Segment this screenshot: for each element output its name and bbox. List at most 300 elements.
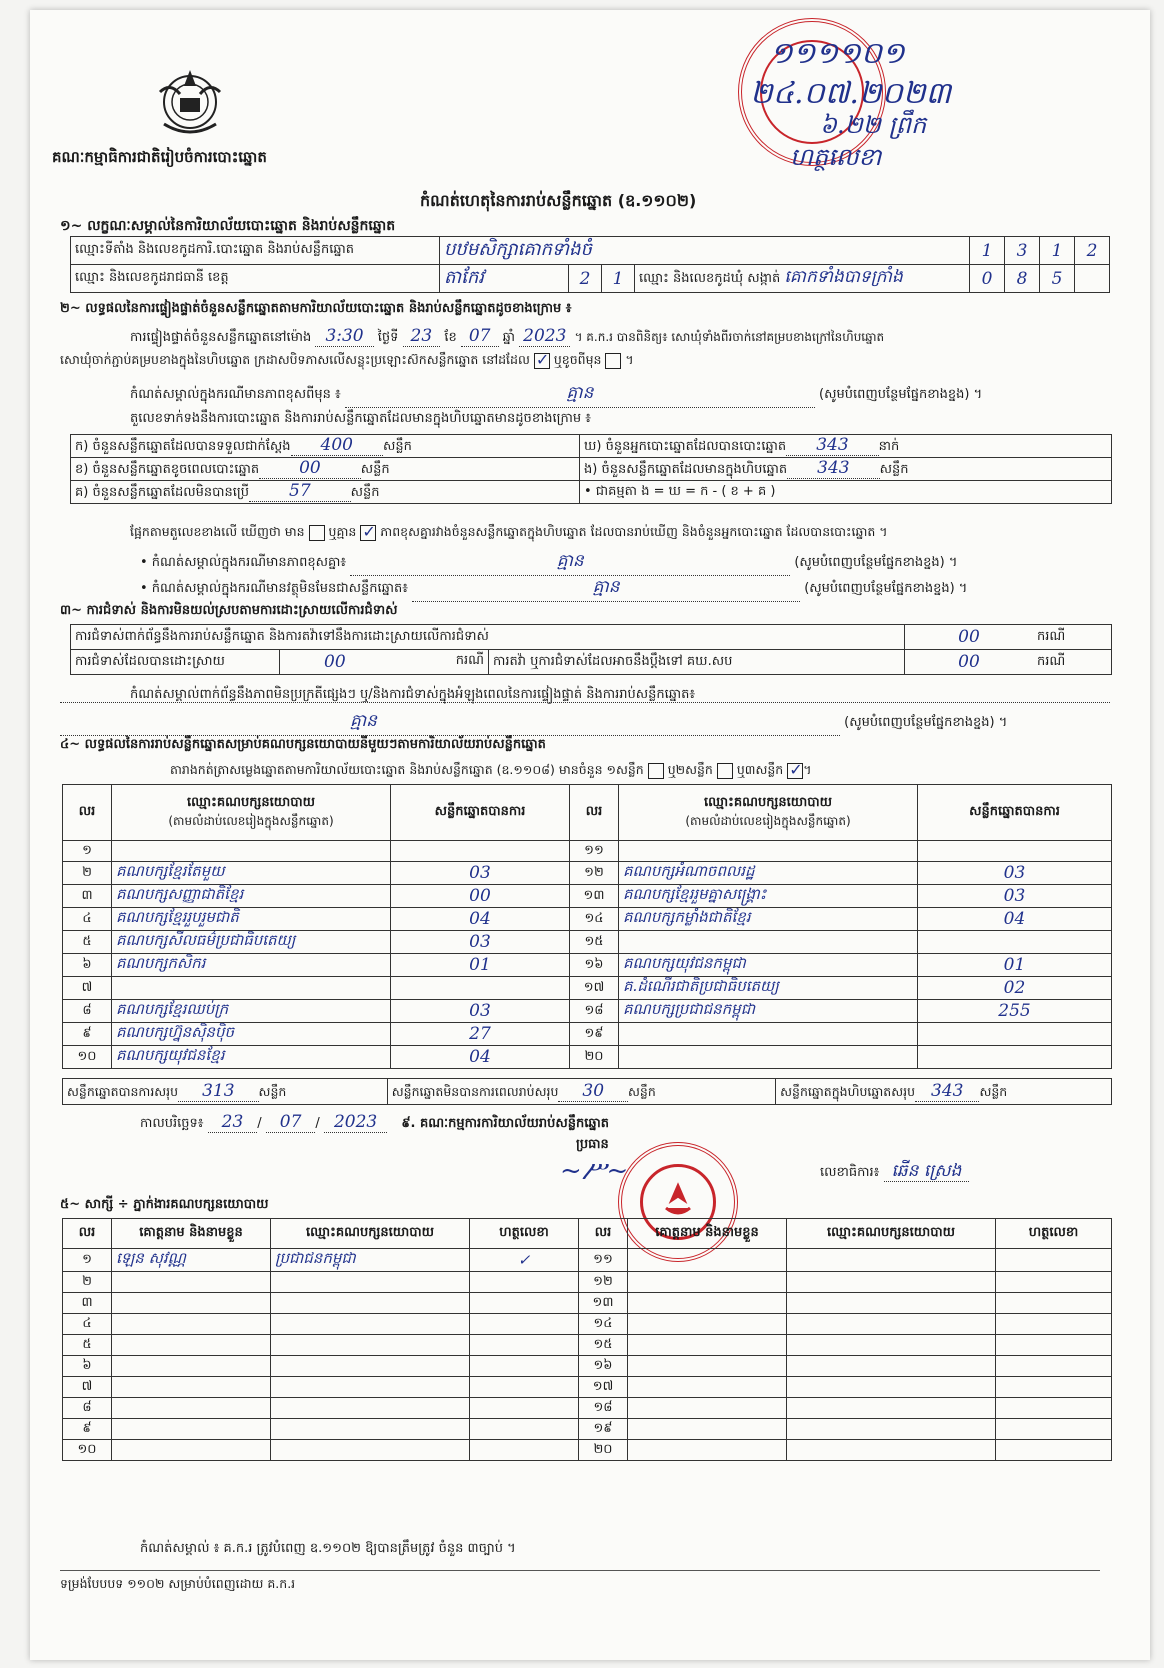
witness-signature <box>996 1293 1112 1314</box>
witness-name <box>628 1398 787 1419</box>
witness-party <box>787 1398 996 1419</box>
tally-sheets-line: តារាងកត់ត្រាសម្លេងឆ្នោតតាមការិយាល័យបោះឆ្នោត និងរាប់សន្លឹកឆ្នោត (ឧ.១១០៨) មានចំនួន ១សន្លឹក ឬ២សន្លឹក ឬ៣សន្លឹក ✓ ។ <box>170 762 811 781</box>
table-row <box>63 1398 1112 1419</box>
table-row <box>63 954 1112 977</box>
party-name: គណបក្សខ្មែររួបរួមជាតិ <box>112 908 391 931</box>
party-votes <box>918 931 1112 954</box>
party-name: គណបក្សហ្វ៊ុនស៊ិនប៉ិច <box>112 1023 391 1046</box>
witness-party <box>271 1314 470 1335</box>
tally-sheets-text: តារាងកត់ត្រាសម្លេងឆ្នោតតាមការិយាល័យបោះឆ្នោត និងរាប់សន្លឹកឆ្នោត (ឧ.១១០៨) មានចំនួន ១សន្លឹក <box>170 762 644 777</box>
witness-party <box>271 1440 470 1461</box>
seal-line: សោឃុំចាក់ភ្ជាប់គម្របខាងក្នុងនៃហិបឆ្នោត ក្រដាសបិទភាសលើសន្លុះប្រឡោះស៊កសន្លឹកឆ្នោត នៅដដែល ✓ ឬខូចពីមុន ។ <box>60 352 634 371</box>
witness-name <box>112 1335 271 1356</box>
row-no: ១៩ <box>570 1023 619 1046</box>
verify-hour: 3:30 <box>315 326 373 347</box>
col-party-left-title: ឈ្មោះគណបក្សនយោបាយ <box>187 795 315 810</box>
polling-location-value: បឋមសិក្សាគោកទាំងចំ <box>440 237 970 265</box>
irregularity-note-line <box>60 710 1110 736</box>
appeal-value: 00 <box>905 650 1034 675</box>
party-votes: 04 <box>391 1046 570 1069</box>
party-votes: 00 <box>391 885 570 908</box>
witness-signature <box>470 1272 579 1293</box>
irregularity-note-value: គ្មាន <box>350 711 377 731</box>
witness-name <box>628 1335 787 1356</box>
secretary-line <box>820 1160 969 1185</box>
bullet2-line <box>140 576 967 602</box>
witness-no: ១៣ <box>579 1293 628 1314</box>
party-name: គណបក្សប្រជាជនកម្ពុជា <box>619 1000 918 1023</box>
witness-signature <box>470 1398 579 1419</box>
witness-party <box>787 1377 996 1398</box>
verify-locks-text: ។ គ.ក.រ បានពិនិត្យ៖ សោឃុំទាំងពីរចាក់នៅគម្របខាងក្រៅនៃហិបឆ្នោត <box>574 330 885 344</box>
party-votes: 01 <box>918 954 1112 977</box>
president-signature: ~ሥ~ <box>560 1156 629 1186</box>
party-name: គណបក្សសីលធម៌ប្រជាធិបតេយ្យ <box>112 931 391 954</box>
witness-party <box>787 1293 996 1314</box>
witness-col-name-right: គោត្តនាម និងនាមខ្លួន <box>628 1219 787 1249</box>
table-row <box>63 1356 1112 1377</box>
witness-signature <box>470 1377 579 1398</box>
total-box-label: សន្លឹកឆ្នោតក្នុងហិបឆ្នោតសរុប <box>780 1083 916 1099</box>
table-row <box>63 1000 1112 1023</box>
col-party-right <box>619 785 918 841</box>
witness-name <box>628 1440 787 1461</box>
section4-heading: ៤~ លទ្ធផលនៃការរាប់សន្លឹកឆ្នោតសម្រាប់គណបក្សនយោបាយនីមួយៗតាមការិយាល័យរាប់សន្លឹកឆ្នោត <box>60 737 546 752</box>
witness-name <box>628 1272 787 1293</box>
party-votes <box>391 841 570 862</box>
total-box-cell <box>776 1079 1112 1105</box>
compare-none-label: ឬគ្មាន <box>328 524 357 539</box>
row-no: ១៤ <box>570 908 619 931</box>
formula-note: • ជាគម្មតា ង = ឃ = ក - ( ខ + គ ) <box>580 481 1112 504</box>
witness-signature <box>996 1314 1112 1335</box>
party-votes: 04 <box>391 908 570 931</box>
intact-checkbox[interactable] <box>534 353 550 369</box>
broken-checkbox[interactable] <box>605 353 621 369</box>
fill-more-note-2: (សូមបំពេញបន្ថែមផ្នែកខាងខ្នង) ។ <box>794 555 958 570</box>
witness-party <box>271 1419 470 1440</box>
verify-year: 2023 <box>519 326 570 347</box>
row-no: ៩ <box>63 1023 112 1046</box>
row-no: ៧ <box>63 977 112 1000</box>
province-label: ឈ្មោះ និងលេខកូដរាជធានី ខេត្ត <box>71 265 440 293</box>
section1-table <box>70 236 1110 293</box>
party-name <box>619 1023 918 1046</box>
witness-no: ៥ <box>63 1335 112 1356</box>
witness-col-party-left: ឈ្មោះគណបក្សនយោបាយ <box>271 1219 470 1249</box>
row-no: ២ <box>63 862 112 885</box>
unused-ballots-value: 57 <box>249 481 351 502</box>
has-difference-checkbox[interactable] <box>309 525 325 541</box>
closing-day: 23 <box>208 1112 258 1133</box>
party-name: គណបក្សសញ្ញាជាតិខ្មែរ <box>112 885 391 908</box>
party-name <box>112 977 391 1000</box>
bullet1-label: • កំណត់សម្គាល់ក្នុងករណីមានភាពខុសគ្នា៖ <box>140 555 347 570</box>
closing-month: 07 <box>266 1112 316 1133</box>
party-name <box>112 841 391 862</box>
bullet1-line <box>140 550 957 576</box>
commune-code-1: 0 <box>970 265 1005 293</box>
party-votes <box>391 977 570 1000</box>
nec-emblem <box>150 62 230 140</box>
row-no: ១៦ <box>570 954 619 977</box>
witness-signature <box>470 1419 579 1440</box>
verify-day-label: ថ្ងៃទី <box>377 330 399 345</box>
row-no: ៣ <box>63 885 112 908</box>
closing-line: កាលបរិច្ឆេទ៖ 23 / 07 / 2023 ៩. គណៈកម្មការការិយាល័យរាប់សន្លឹកឆ្នោត <box>140 1112 610 1132</box>
committee-name: គណៈកម្មាធិការជាតិរៀបចំការបោះឆ្នោត <box>52 148 267 166</box>
witness-name <box>112 1377 271 1398</box>
resolved-cell <box>280 650 489 675</box>
verify-line <box>130 326 884 348</box>
counting-committee-label: ៩. គណៈកម្មការការិយាល័យរាប់សន្លឹកឆ្នោត <box>401 1116 610 1131</box>
received-ballots-value: 400 <box>291 435 383 456</box>
objections-label: ការជំទាស់ពាក់ព័ន្ធនឹងការរាប់សន្លឹកឆ្នោត និងការតវ៉ាទៅនឹងការដោះស្រាយលើការជំទាស់ <box>71 625 905 650</box>
verify-time-label: ការផ្ទៀងផ្ទាត់ចំនួនសន្លឹកឆ្នោតនៅម៉ោង <box>130 330 312 345</box>
total-invalid-unit: សន្លឹក <box>628 1083 656 1099</box>
total-invalid-value: 30 <box>558 1081 628 1102</box>
bullet2-field <box>412 576 800 602</box>
total-valid-label: សន្លឹកឆ្នោតបានការសរុប <box>67 1083 179 1099</box>
witness-party <box>787 1356 996 1377</box>
witness-signature <box>996 1398 1112 1419</box>
witness-col-sig-right: ហត្ថលេខា <box>996 1219 1112 1249</box>
in-box-label-text: ង) ចំនួនសន្លឹកឆ្នោតដែលមានក្នុងហិបឆ្នោត <box>584 462 788 477</box>
party-name: គណបក្សខ្មែររួមគ្នាសង្គ្រោះ <box>619 885 918 908</box>
col-party-right-title: ឈ្មោះគណបក្សនយោបាយ <box>704 795 832 810</box>
secretary-label: លេខាធិការ៖ <box>820 1165 880 1180</box>
footer-divider <box>60 1570 1100 1571</box>
witness-col-sig-left: ហត្ថលេខា <box>470 1219 579 1249</box>
party-votes: 27 <box>391 1023 570 1046</box>
diff-note-label: កំណត់សម្គាល់ក្នុងករណីមានភាពខុសពីមុន ៖ <box>130 387 341 402</box>
party-votes: 02 <box>918 977 1112 1000</box>
col-votes-right: សន្លឹកឆ្នោតបានការ <box>918 785 1112 841</box>
table-row <box>63 1249 1112 1272</box>
witness-no: ៧ <box>63 1377 112 1398</box>
witness-no: ៦ <box>63 1356 112 1377</box>
results-rows <box>63 841 1112 1069</box>
witness-no: ១៤ <box>579 1314 628 1335</box>
witness-no: ១៨ <box>579 1398 628 1419</box>
stamp-receipt-date: ២៤.០៧.២០២៣ <box>750 76 952 111</box>
irregularity-note-field-1 <box>60 686 1110 703</box>
document-page <box>30 10 1150 1660</box>
figures-intro: តួលេខទាក់ទងនឹងការបោះឆ្នោត និងការរាប់សន្លឹកឆ្នោតដែលមានក្នុងហិបឆ្នោតមានដូចខាងក្រោម ៖ <box>130 411 591 426</box>
spoiled-label-text: ខ) ចំនួនសន្លឹកឆ្នោតខូចពេលបោះឆ្នោត <box>75 462 260 477</box>
col-no-right: លរ <box>570 785 619 841</box>
spoiled-ballots-label <box>71 458 580 481</box>
spoiled-unit: សន្លឹក <box>360 462 390 477</box>
section1-heading: ១~ លក្ខណៈសម្គាល់នៃការិយាល័យបោះឆ្នោត និងរាប់សន្លឹកឆ្នោត <box>60 218 396 234</box>
witness-signature <box>470 1356 579 1377</box>
table-row <box>63 841 1112 862</box>
witness-name <box>112 1356 271 1377</box>
party-votes: 03 <box>391 1000 570 1023</box>
witness-no: ៩ <box>63 1419 112 1440</box>
party-votes: 03 <box>918 885 1112 908</box>
total-valid-unit: សន្លឹក <box>258 1083 287 1099</box>
witness-no: ១៩ <box>579 1419 628 1440</box>
resolved-unit: ករណី <box>455 653 484 668</box>
row-no: ១ <box>63 841 112 862</box>
objections-unit: ករណី <box>1033 625 1112 650</box>
table-row <box>63 885 1112 908</box>
row-no: ១៧ <box>570 977 619 1000</box>
fill-more-note-1: (សូមបំពេញបន្ថែមផ្នែកខាងខ្នង) ។ <box>819 387 983 402</box>
party-name: គ.ដំណើរជាតិប្រជាធិបតេយ្យ <box>619 977 918 1000</box>
verify-month: 07 <box>461 326 499 347</box>
bullet2-value: គ្មាន <box>592 577 620 597</box>
appeal-unit: ករណី <box>1033 650 1112 675</box>
witness-name <box>112 1314 271 1335</box>
witness-party <box>787 1272 996 1293</box>
fill-more-note-4: (សូមបំពេញបន្ថែមផ្នែកខាងខ្នង) ។ <box>844 715 1008 730</box>
party-name: គណបក្សកសិករ <box>112 954 391 977</box>
witness-no: ៣ <box>63 1293 112 1314</box>
bullet1-value: គ្មាន <box>556 551 584 571</box>
witness-signature <box>996 1377 1112 1398</box>
row-no: ២០ <box>570 1046 619 1069</box>
diff-note-value: គ្មាន <box>566 383 594 403</box>
table-row <box>63 908 1112 931</box>
objections-value: 00 <box>905 625 1034 650</box>
ballots-in-box-label <box>580 458 1112 481</box>
stamp-receipt-signature: ហត្ថលេខា <box>790 143 882 171</box>
witness-no: ១៥ <box>579 1335 628 1356</box>
col-party-right-sub: (តាមលំដាប់លេខរៀងក្នុងសន្លឹកឆ្នោត) <box>685 814 851 828</box>
ballots-in-box-value: 343 <box>787 458 879 479</box>
witness-no: ៨ <box>63 1398 112 1419</box>
verify-year-label: ឆ្នាំ <box>502 330 516 345</box>
three-sheets-label: ឬ៣សន្លឹក <box>736 762 784 777</box>
province-value: តាកែវ <box>440 265 569 293</box>
row-no: ១២ <box>570 862 619 885</box>
objections-table <box>70 624 1112 675</box>
irregularity-note-field-2 <box>60 710 840 736</box>
unused-ballots-label <box>71 481 580 504</box>
party-name: គណបក្សយុវជនកម្ពុជា <box>619 954 918 977</box>
total-invalid-label: សន្លឹកឆ្នោតមិនបានការពេលរាប់សរុប <box>391 1083 559 1099</box>
section3-heading: ៣~ ការជំទាស់ និងការមិនយល់ស្របតាមការដោះស្រាយលើការជំទាស់ <box>60 603 398 618</box>
witness-no: ១២ <box>579 1272 628 1293</box>
fill-more-note-3: (សូមបំពេញបន្ថែមផ្នែកខាងខ្នង) ។ <box>804 581 968 596</box>
witness-party <box>787 1419 996 1440</box>
voters-unit: នាក់ <box>878 439 900 454</box>
witness-name <box>112 1419 271 1440</box>
party-name: គណបក្សអំណាចពលរដ្ឋ <box>619 862 918 885</box>
bullet1-field <box>350 550 790 576</box>
witness-rows <box>63 1249 1112 1461</box>
closing-date-label: កាលបរិច្ឆេទ៖ <box>140 1116 204 1131</box>
witness-table <box>62 1218 1112 1461</box>
party-votes: 03 <box>918 862 1112 885</box>
witness-no: ៤ <box>63 1314 112 1335</box>
table-row <box>63 1023 1112 1046</box>
province-code-2: 1 <box>602 265 635 293</box>
total-box-unit: សន្លឹក <box>979 1083 1008 1099</box>
witness-no: ១៦ <box>579 1356 628 1377</box>
table-row <box>63 931 1112 954</box>
polling-code-4: 2 <box>1075 237 1110 265</box>
table-row <box>63 1272 1112 1293</box>
witness-name <box>628 1419 787 1440</box>
polling-location-label: ឈ្មោះទីតាំង និងលេខកូដការិ.បោះឆ្នោត និងរាប់សន្លឹកឆ្នោត <box>71 237 440 265</box>
witness-no: ១០ <box>63 1440 112 1461</box>
form-footer: ទម្រង់បែបបទ ១១០២ សម្រាប់បំពេញដោយ គ.ក.រ <box>60 1576 296 1591</box>
witness-party: ប្រជាជនកម្ពុជា <box>271 1249 470 1272</box>
figures-table <box>70 434 1112 504</box>
one-sheet-checkbox[interactable] <box>648 763 664 779</box>
party-name: គណបក្សខ្មែរឈប់ក្រ <box>112 1000 391 1023</box>
witness-name <box>112 1440 271 1461</box>
witness-signature <box>996 1440 1112 1461</box>
col-no-left: លរ <box>63 785 112 841</box>
total-valid-value: 313 <box>178 1081 258 1102</box>
footnote: កំណត់សម្គាល់ ៖ គ.ក.រ ត្រូវបំពេញ ឧ.១១០២ ឱ្យបានត្រឹមត្រូវ ចំនួន ៣ច្បាប់ ។ <box>140 1541 516 1556</box>
three-sheets-checkbox[interactable] <box>787 763 803 779</box>
section2-heading: ២~ លទ្ធផលនៃការផ្ទៀងផ្ទាត់ចំនួនសន្លឹកឆ្នោតតាមការិយាល័យបោះឆ្នោត និងរាប់សន្លឹកឆ្នោតដូចខាងក្រោម ៖ <box>60 301 572 316</box>
total-invalid-cell <box>387 1079 775 1105</box>
witness-signature: ✓ <box>470 1249 579 1272</box>
witness-party <box>271 1398 470 1419</box>
party-votes: 255 <box>918 1000 1112 1023</box>
table-row <box>63 977 1112 1000</box>
commune-code-2: 8 <box>1005 265 1040 293</box>
witness-party <box>271 1377 470 1398</box>
witness-party <box>787 1314 996 1335</box>
president-label: ប្រធាន <box>576 1137 609 1152</box>
no-difference-checkbox[interactable] <box>360 525 376 541</box>
stamp-receipt-time: ៦.២២ ព្រឹក <box>820 111 927 139</box>
table-row <box>63 1419 1112 1440</box>
table-row <box>63 1046 1112 1069</box>
broken-label: ឬខូចពីមុន <box>553 352 602 367</box>
witness-signature <box>470 1293 579 1314</box>
diff-note-field <box>345 382 815 408</box>
row-no: ១៥ <box>570 931 619 954</box>
province-code-1: 2 <box>569 265 602 293</box>
appeal-label: ការតវ៉ា ឬការជំទាស់ដែលអាចនឹងប្តឹងទៅ គឃ.សប <box>489 650 905 675</box>
results-table <box>62 784 1112 1069</box>
document-title: កំណត់ហេតុនៃការរាប់សន្លឹកឆ្នោត (ឧ.១១០២) <box>420 191 697 210</box>
closing-year: 2023 <box>324 1112 387 1133</box>
witness-party <box>271 1293 470 1314</box>
witness-no: ២០ <box>579 1440 628 1461</box>
resolved-label: ការជំទាស់ដែលបានដោះស្រាយ <box>71 650 280 675</box>
table-row <box>63 1293 1112 1314</box>
witness-party <box>787 1249 996 1272</box>
verify-month-label: ខែ <box>444 330 457 345</box>
table-row <box>63 1335 1112 1356</box>
unused-label-text: គ) ចំនួនសន្លឹកឆ្នោតដែលមិនបានប្រើ <box>75 485 249 500</box>
party-name <box>619 841 918 862</box>
seal-text: សោឃុំចាក់ភ្ជាប់គម្របខាងក្នុងនៃហិបឆ្នោត ក្រដាសបិទភាសលើសន្លុះប្រឡោះស៊កសន្លឹកឆ្នោត នៅដដែល <box>60 352 530 367</box>
witness-name <box>628 1293 787 1314</box>
received-label-text: ក) ចំនួនសន្លឹកឆ្នោតដែលបានទទួលជាក់ស្តែង <box>75 439 291 454</box>
totals-table <box>62 1078 1112 1105</box>
witness-party <box>787 1335 996 1356</box>
witness-signature <box>996 1419 1112 1440</box>
resolved-value: 00 <box>324 652 346 672</box>
party-votes <box>918 1023 1112 1046</box>
witness-party <box>787 1440 996 1461</box>
received-unit: សន្លឹក <box>382 439 412 454</box>
in-box-unit: សន្លឹក <box>879 462 909 477</box>
verify-day: 23 <box>403 326 441 347</box>
two-sheets-checkbox[interactable] <box>717 763 733 779</box>
row-no: ១៨ <box>570 1000 619 1023</box>
col-party-left <box>112 785 391 841</box>
col-party-left-sub: (តាមលំដាប់លេខរៀងក្នុងសន្លឹកឆ្នោត) <box>168 814 334 828</box>
party-name <box>619 1046 918 1069</box>
witness-name <box>112 1293 271 1314</box>
witness-signature <box>996 1272 1112 1293</box>
commune-cell <box>635 265 970 293</box>
voters-label-text: ឃ) ចំនួនអ្នកបោះឆ្នោតដែលបានបោះឆ្នោត <box>584 439 787 454</box>
compare-line <box>130 524 888 543</box>
witness-signature <box>470 1335 579 1356</box>
compare-text: ភាពខុសគ្នារវាងចំនួនសន្លឹកឆ្នោតក្នុងហិបឆ្នោត ដែលបានរាប់ឃើញ និងចំនួនអ្នកបោះឆ្នោត ដែលបានបោះឆ្នោត ។ <box>380 524 888 539</box>
witness-name <box>628 1377 787 1398</box>
received-ballots-label <box>71 435 580 458</box>
witness-name <box>628 1356 787 1377</box>
witness-signature <box>470 1314 579 1335</box>
total-valid-cell <box>63 1079 388 1105</box>
witness-col-no-left: លរ <box>63 1219 112 1249</box>
row-no: ៦ <box>63 954 112 977</box>
party-votes: 04 <box>918 908 1112 931</box>
party-votes <box>918 1046 1112 1069</box>
compare-has-label: ផ្អែកតាមតួលេខខាងលើ ឃើញថា មាន <box>130 524 305 539</box>
commune-value: គោកទាំងបាទក្រាំង <box>784 267 903 287</box>
commune-label: ឈ្មោះ និងលេខកូដឃុំ សង្កាត់ <box>639 271 781 286</box>
witness-signature <box>996 1335 1112 1356</box>
secretary-name: ឆើន ស្រេង <box>884 1161 970 1182</box>
witness-signature <box>996 1249 1112 1272</box>
witness-col-party-right: ឈ្មោះគណបក្សនយោបាយ <box>787 1219 996 1249</box>
row-no: ៨ <box>63 1000 112 1023</box>
party-votes: 01 <box>391 954 570 977</box>
unused-unit: សន្លឹក <box>350 485 380 500</box>
table-row <box>63 1440 1112 1461</box>
witness-party <box>271 1335 470 1356</box>
party-name: គណបក្សកម្លាំងជាតិខ្មែរ <box>619 908 918 931</box>
party-name <box>619 931 918 954</box>
party-votes: 03 <box>391 931 570 954</box>
table-row <box>63 862 1112 885</box>
witness-no: ១៧ <box>579 1377 628 1398</box>
witness-name <box>628 1249 787 1272</box>
witness-signature <box>470 1440 579 1461</box>
polling-code-2: 3 <box>1005 237 1040 265</box>
commune-code-3: 5 <box>1040 265 1075 293</box>
voters-voted-value: 343 <box>786 435 878 456</box>
spoiled-ballots-value: 00 <box>259 458 361 479</box>
polling-code-1: 1 <box>970 237 1005 265</box>
party-name: គណបក្សខ្មែរតែមួយ <box>112 862 391 885</box>
section5-heading: ៥~ សាក្សី ÷ ភ្នាក់ងារគណបក្សនយោបាយ <box>60 1197 269 1212</box>
row-no: ៥ <box>63 931 112 954</box>
witness-signature <box>996 1356 1112 1377</box>
table-row <box>63 1377 1112 1398</box>
party-name: គណបក្សយុវជនខ្មែរ <box>112 1046 391 1069</box>
witness-party <box>271 1272 470 1293</box>
row-no: ១៣ <box>570 885 619 908</box>
witness-name <box>112 1272 271 1293</box>
two-sheets-label: ឬ២សន្លឹក <box>667 762 713 777</box>
polling-code-3: 1 <box>1040 237 1075 265</box>
